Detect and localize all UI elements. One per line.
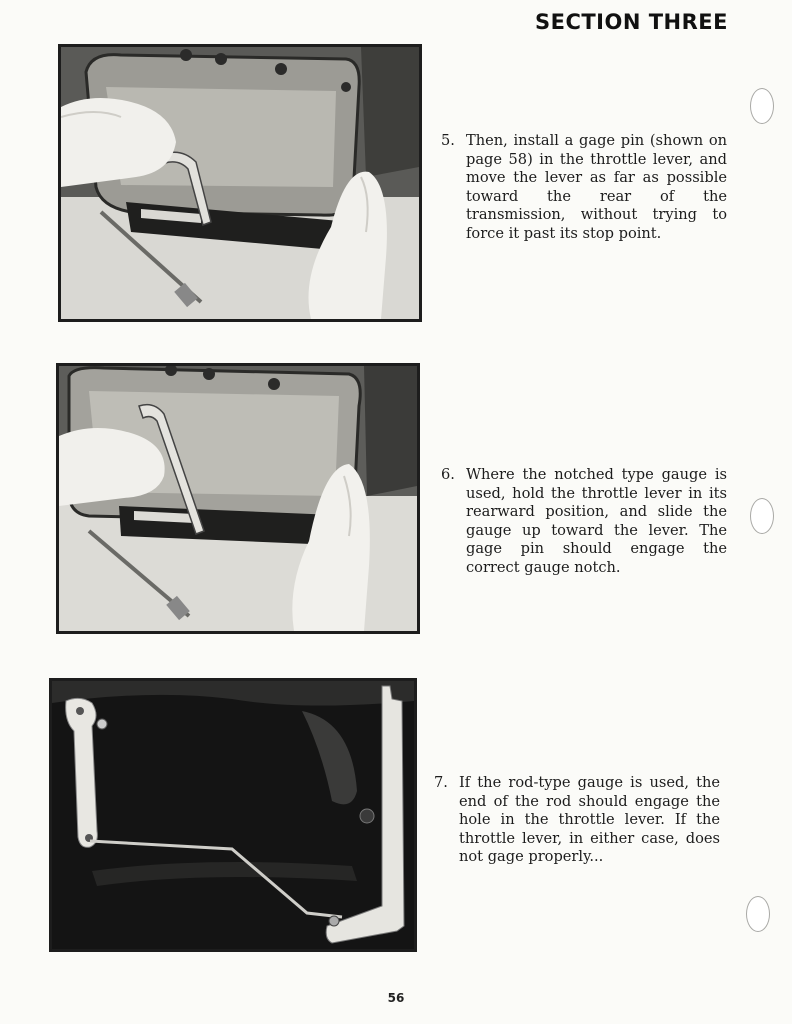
- binder-hole: [750, 498, 774, 534]
- photo-gage-pin-install: [58, 44, 422, 322]
- binder-hole: [750, 88, 774, 124]
- instruction-step: [441, 132, 727, 244]
- binder-hole: [746, 896, 770, 932]
- photo-rod-type-gauge: [49, 678, 417, 952]
- step-text: If the rod-type gauge is used, the end of the rod should engage the hole in the throttle lever. If the throttle lever, in either case, does not gage properly...: [459, 774, 720, 866]
- step-number: 6.: [441, 466, 455, 483]
- step-number: 5.: [441, 132, 455, 149]
- photo-illustration: [61, 47, 419, 319]
- instruction-step: [441, 466, 727, 578]
- page-number: 56: [387, 991, 405, 1005]
- instruction-step: [434, 774, 720, 867]
- photo-notched-gauge: [56, 363, 420, 634]
- step-number: 7.: [434, 774, 448, 791]
- photo-illustration: [52, 681, 414, 949]
- section-title: SECTION THREE: [534, 10, 728, 34]
- step-text: Then, install a gage pin (shown on page 58) in the throttle lever, and move the lever as far as possible toward the rear of the transmission, without trying to force it past its stop point.: [466, 132, 727, 242]
- step-text: Where the notched type gauge is used, hold the throttle lever in its rearward position, and slide the gauge up toward the lever. The gage pin should engage the correct gauge notch.: [466, 466, 727, 576]
- photo-illustration: [59, 366, 417, 631]
